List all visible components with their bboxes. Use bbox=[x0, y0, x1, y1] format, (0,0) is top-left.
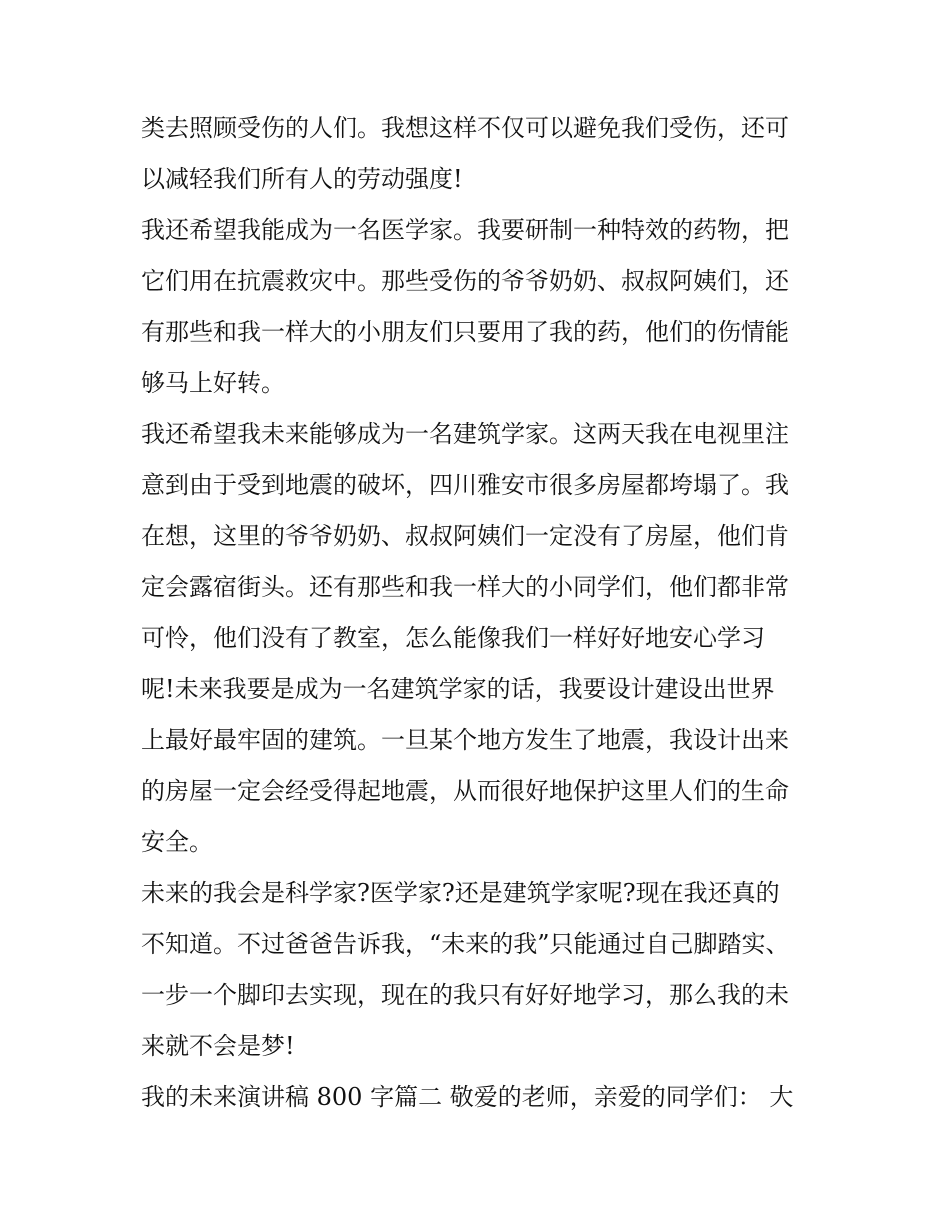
text-line: 定会露宿街头。还有那些和我一样大的小同学们，他们都非常 bbox=[141, 573, 789, 601]
text-line: 以减轻我们所有人的劳动强度! bbox=[141, 165, 463, 193]
text-line: 它们用在抗震救灾中。那些受伤的爷爷奶奶、叔叔阿姨们，还 bbox=[141, 267, 789, 295]
text-line: 呢!未来我要是成为一名建筑学家的话，我要设计建设出世界 bbox=[141, 675, 775, 703]
document-body bbox=[141, 103, 821, 1123]
text-line: 上最好最牢固的建筑。一旦某个地方发生了地震，我设计出来 bbox=[141, 726, 789, 754]
text-line: 类去照顾受伤的人们。我想这样不仅可以避免我们受伤，还可 bbox=[141, 114, 789, 142]
text-line: 我的未来演讲稿 800 字篇二 敬爱的老师，亲爱的同学们： 大 bbox=[141, 1083, 794, 1111]
text-line: 来就不会是梦! bbox=[141, 1032, 295, 1060]
text-line: 在想，这里的爷爷奶奶、叔叔阿姨们一定没有了房屋，他们肯 bbox=[141, 522, 789, 550]
text-line: 安全。 bbox=[141, 828, 213, 856]
text-line: 有那些和我一样大的小朋友们只要用了我的药，他们的伤情能 bbox=[141, 318, 789, 346]
text-line: 一步一个脚印去实现，现在的我只有好好地学习，那么我的未 bbox=[141, 981, 789, 1009]
text-line: 未来的我会是科学家?医学家?还是建筑学家呢?现在我还真的 bbox=[141, 879, 780, 907]
text-line: 我还希望我能成为一名医学家。我要研制一种特效的药物，把 bbox=[141, 216, 789, 244]
text-line: 的房屋一定会经受得起地震，从而很好地保护这里人们的生命 bbox=[141, 777, 789, 805]
text-line: 可怜，他们没有了教室，怎么能像我们一样好好地安心学习 bbox=[141, 624, 765, 652]
text-line: 够马上好转。 bbox=[141, 369, 285, 397]
text-line: 不知道。不过爸爸告诉我，“未来的我”只能通过自己脚踏实、 bbox=[141, 930, 790, 958]
text-line: 意到由于受到地震的破坏，四川雅安市很多房屋都垮塌了。我 bbox=[141, 471, 789, 499]
text-line: 我还希望我未来能够成为一名建筑学家。这两天我在电视里注 bbox=[141, 420, 789, 448]
